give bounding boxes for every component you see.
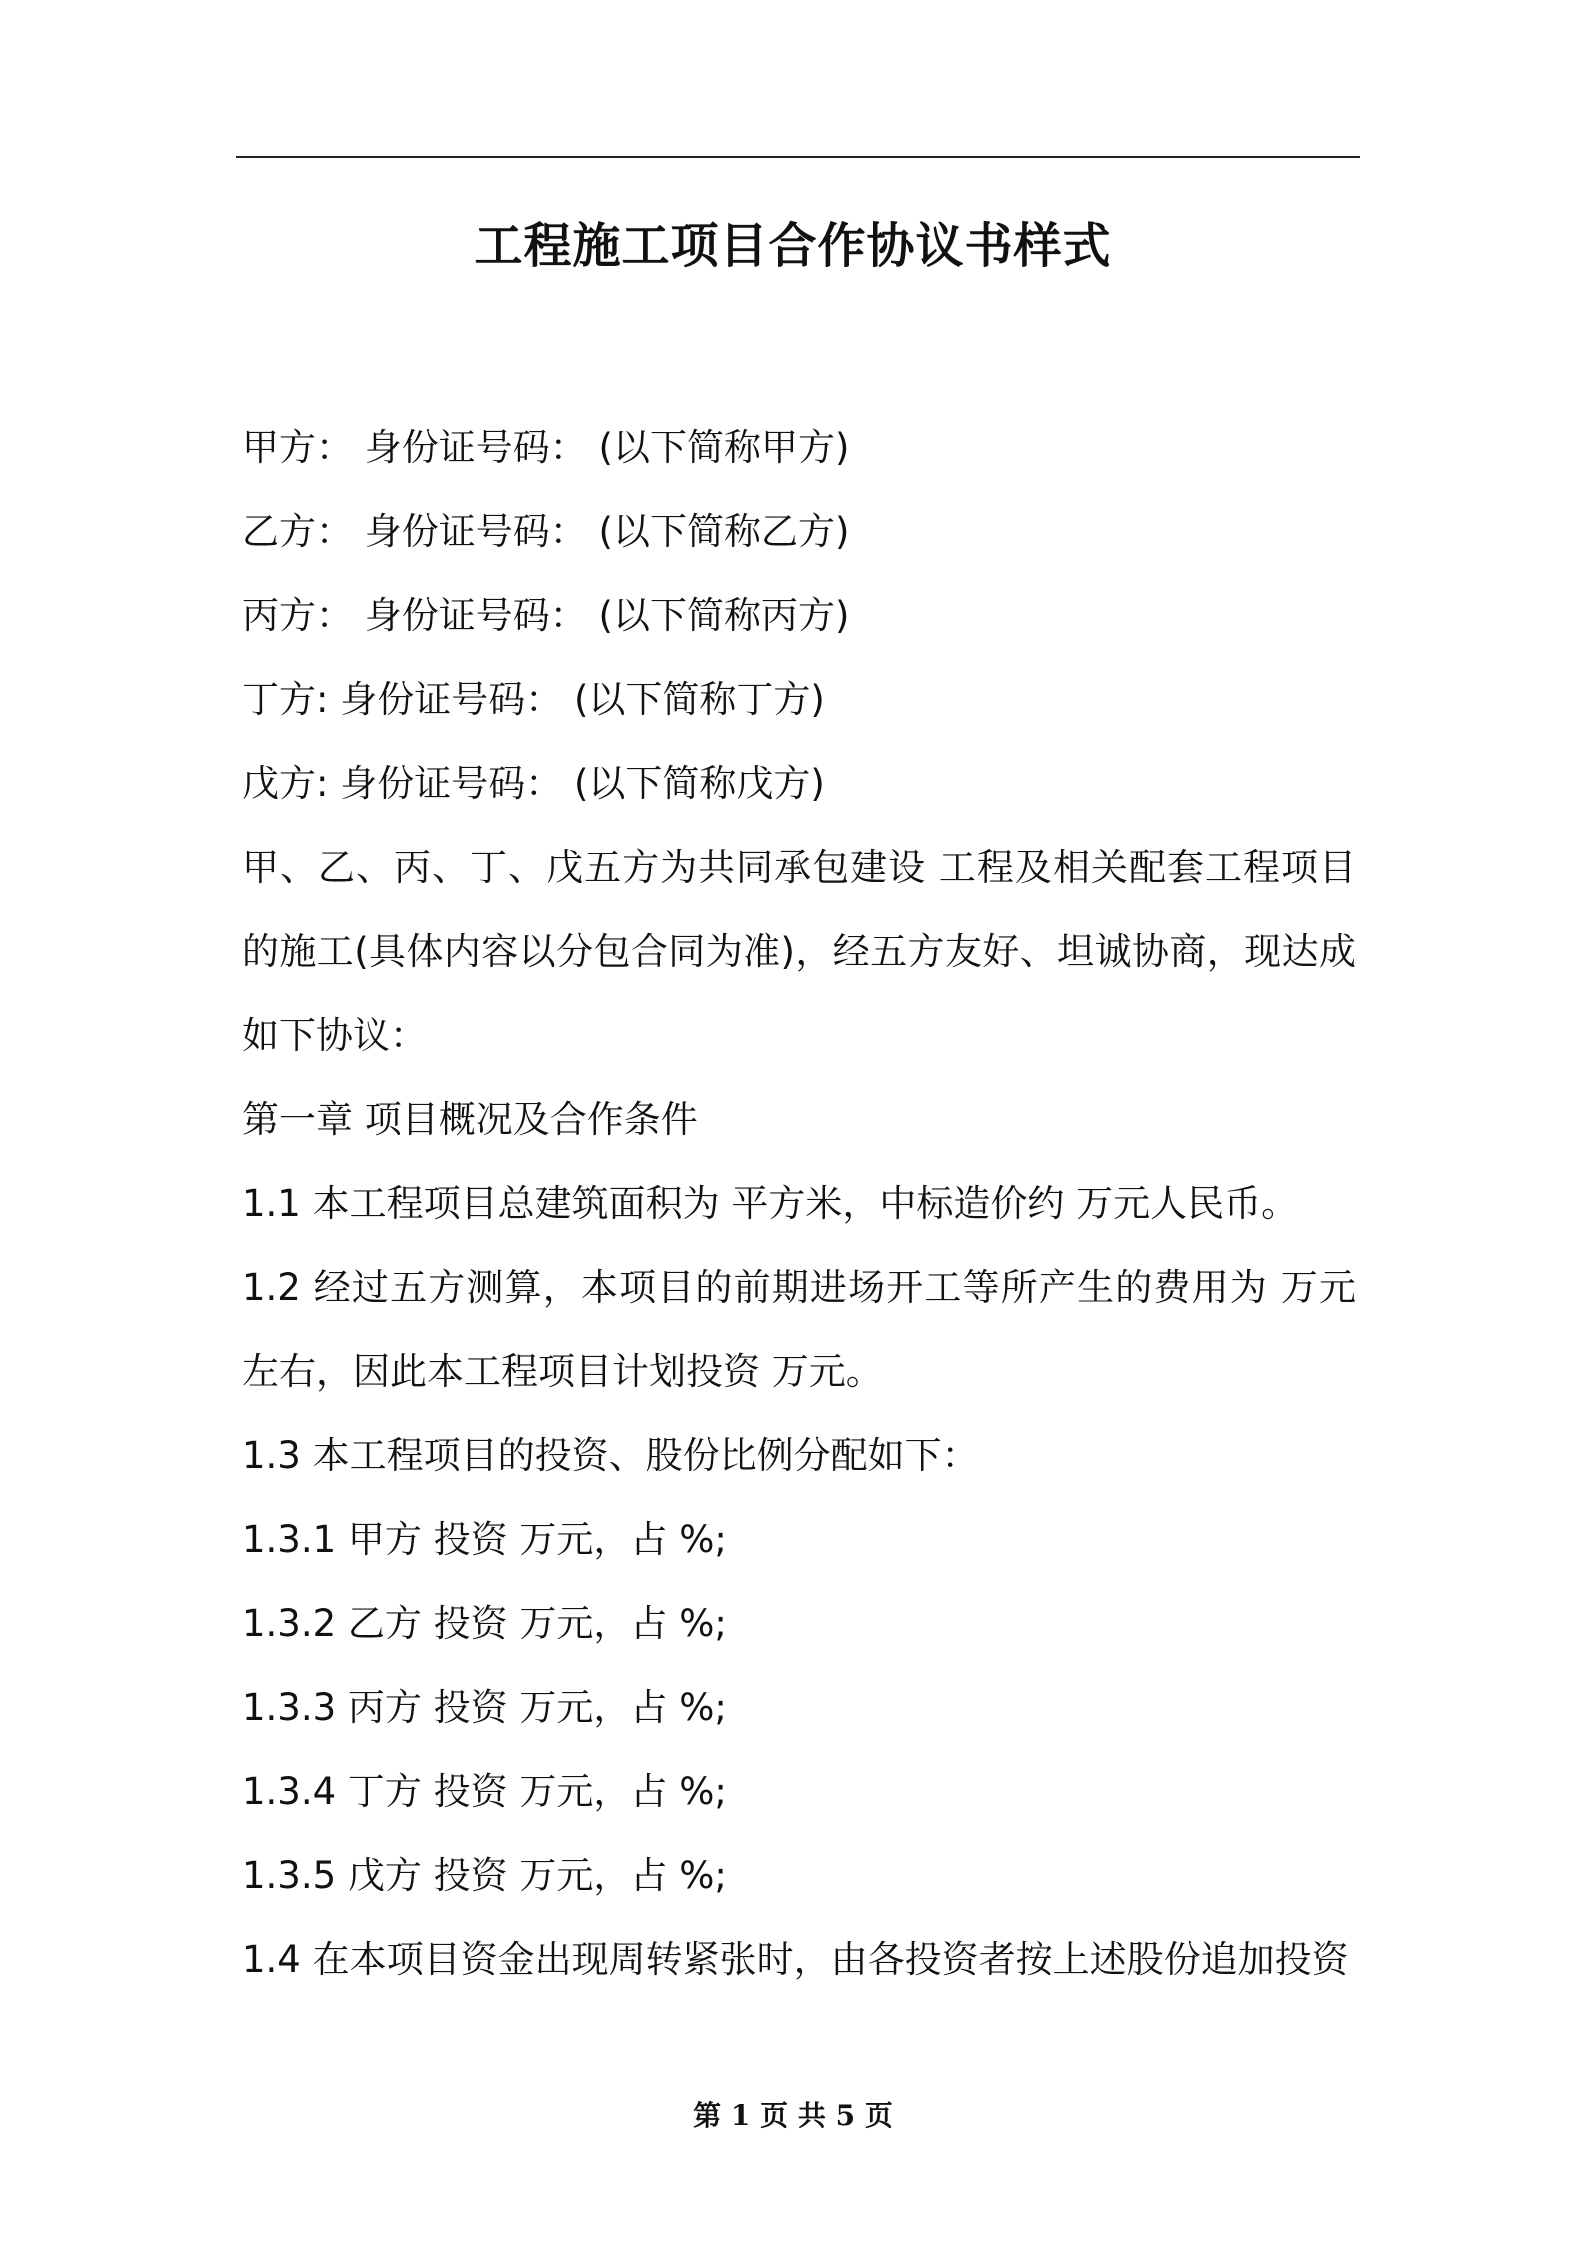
clause-1-3: 1.3 本工程项目的投资、股份比例分配如下：	[242, 1434, 979, 1477]
party-line-ding: 丁方: 身份证号码： (以下简称丁方)	[242, 678, 825, 721]
clause-1-3-4: 1.3.4 丁方 投资 万元，占 %;	[242, 1770, 727, 1813]
clause-1-1: 1.1 本工程项目总建筑面积为 平方米，中标造价约 万元人民币。	[242, 1182, 1299, 1225]
clause-1-3-3: 1.3.3 丙方 投资 万元，占 %;	[242, 1686, 727, 1729]
clause-1-3-5: 1.3.5 戊方 投资 万元，占 %;	[242, 1854, 727, 1897]
document-body	[242, 406, 1356, 2002]
header-rule	[236, 156, 1360, 158]
clause-1-2: 1.2 经过五方测算，本项目的前期进场开工等所产生的费用为 万元左右，因此本工程项目计划投资 万元。	[242, 1266, 1356, 1393]
clause-1-4: 1.4 在本项目资金出现周转紧张时，由各投资者按上述股份追加投资	[242, 1938, 1349, 1981]
clause-1-3-1: 1.3.1 甲方 投资 万元，占 %;	[242, 1518, 727, 1561]
chapter-heading: 第一章 项目概况及合作条件	[242, 1098, 698, 1141]
clause-1-3-2: 1.3.2 乙方 投资 万元，占 %;	[242, 1602, 727, 1645]
intro-paragraph: 甲、乙、丙、丁、戊五方为共同承包建设 工程及相关配套工程项目的施工(具体内容以分包合同为准)，经五方友好、坦诚协商，现达成如下协议：	[242, 846, 1356, 1057]
document-title: 工程施工项目合作协议书样式	[474, 218, 1112, 274]
party-line-bing: 丙方： 身份证号码： (以下简称丙方)	[242, 594, 850, 637]
party-line-jia: 甲方： 身份证号码： (以下简称甲方)	[242, 426, 850, 469]
party-line-yi: 乙方： 身份证号码： (以下简称乙方)	[242, 510, 850, 553]
page-footer: 第 1 页 共 5 页	[693, 2099, 893, 2132]
party-line-wu: 戊方: 身份证号码： (以下简称戊方)	[242, 762, 825, 805]
